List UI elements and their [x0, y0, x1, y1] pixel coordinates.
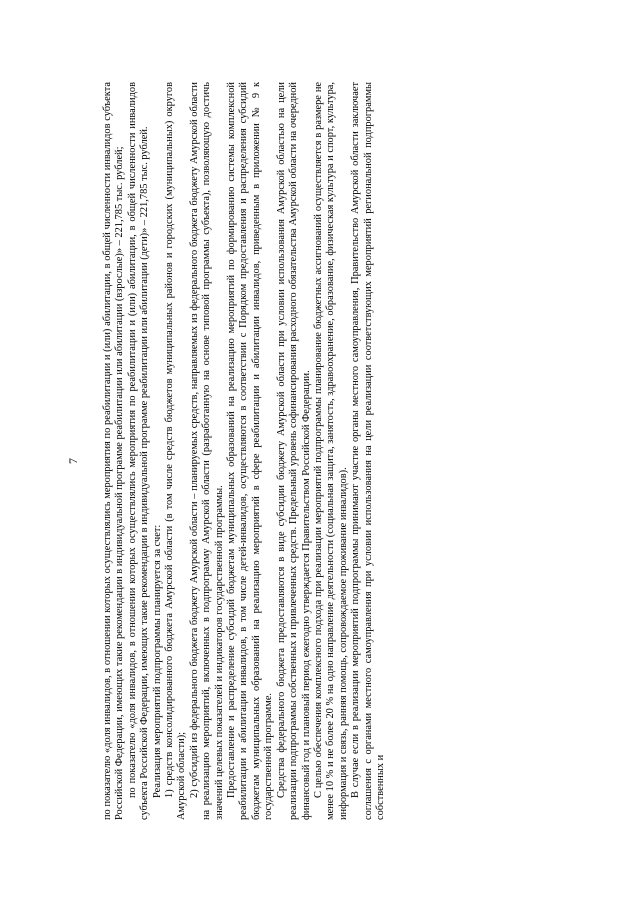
paragraph-indicator-adults: по показателю «доля инвалидов, в отношении которых осуществлялись мероприятия по реабилитации и (или) абилитации, в общей численности инвалидов субъекта Российской Федерации, имеющих такие рекомендации в индивидуальной программе реабилитации или абилитации (взрослые)» – 221,785 тыс. рублей; [102, 82, 126, 820]
paragraph-local-government: В случае если в реализации мероприятий подпрограммы принимают участие органы местного самоуправления, Правительство Амурской области заключает соглашения с органами местного самоуправления при условии использования на цели реализации соответствующих мероприятий региональной подпрограммы собственных и [350, 82, 386, 820]
paragraph-indicator-children: по показателю «доля инвалидов, в отношении которых осуществлялись мероприятия по реабилитации и (или) абилитации, в общей численности инвалидов субъекта Российской Федерации, имеющих такие рекомендации в индивидуальной программе реабилитации или абилитации (дети)» – 221,785 тыс. рублей. [126, 82, 151, 820]
paragraph-subsidy-distribution: Предоставление и распределение субсидий бюджетам муниципальных образований на реализацию мероприятий по формированию системы комплексной реабилитации и абилитации инвалидов, в том числе детей-инвалидов, осуществляются в соответствии с Порядком предоставления и распределения субсидий бюджетам муниципальных образований на реализацию мероприятий в сфере реабилитации и абилитации инвалидов, приведенным в приложении № 9 к государственной программе. [226, 82, 275, 820]
page-number: 7 [66, 458, 80, 464]
paragraph-funding-intro: Реализация мероприятий подпрограммы планируется за счет: [151, 524, 163, 798]
rotated-text-block [102, 82, 536, 820]
paragraph-funding-source-1: 1) средств консолидированного бюджета Амурской области (в том числе средств бюджетов муниципальных районов и городских (муниципальных) округов Амурской области); [164, 82, 188, 820]
page-body [102, 82, 536, 820]
paragraph-comprehensive-approach: С целью обеспечения комплексного подхода при реализации мероприятий подпрограммы планирование бюджетных ассигнований осуществляется в размере не менее 10 % и не более 20 % на одно направление деятельности (социальная защита, занятость, здравоохранение, образование, физическая культура и спорт, культура, информация и связь, ранняя помощь, сопровождаемое проживание инвалидов). [312, 82, 349, 820]
paragraph-funding-source-2: 2) субсидий из федерального бюджета бюджету Амурской области – планируемых средств, направляемых из федерального бюджета бюджету Амурской области на реализацию мероприятий, включенных в подпрограмму Амурской области (разработанную на основе типовой программы субъекта), позволяющую достичь значений целевых показателей и индикаторов государственной программы. [188, 82, 225, 820]
paragraph-federal-funds: Средства федерального бюджета предоставляются в виде субсидии бюджету Амурской области при условии использования Амурской областью на цели реализации подпрограммы собственных и привлеченных средств. Предельный уровень софинансирования расходного обязательства Амурской области на очередной финансовый год и плановый период ежегодно утверждается Правительством Российской Федерации. [275, 82, 312, 820]
